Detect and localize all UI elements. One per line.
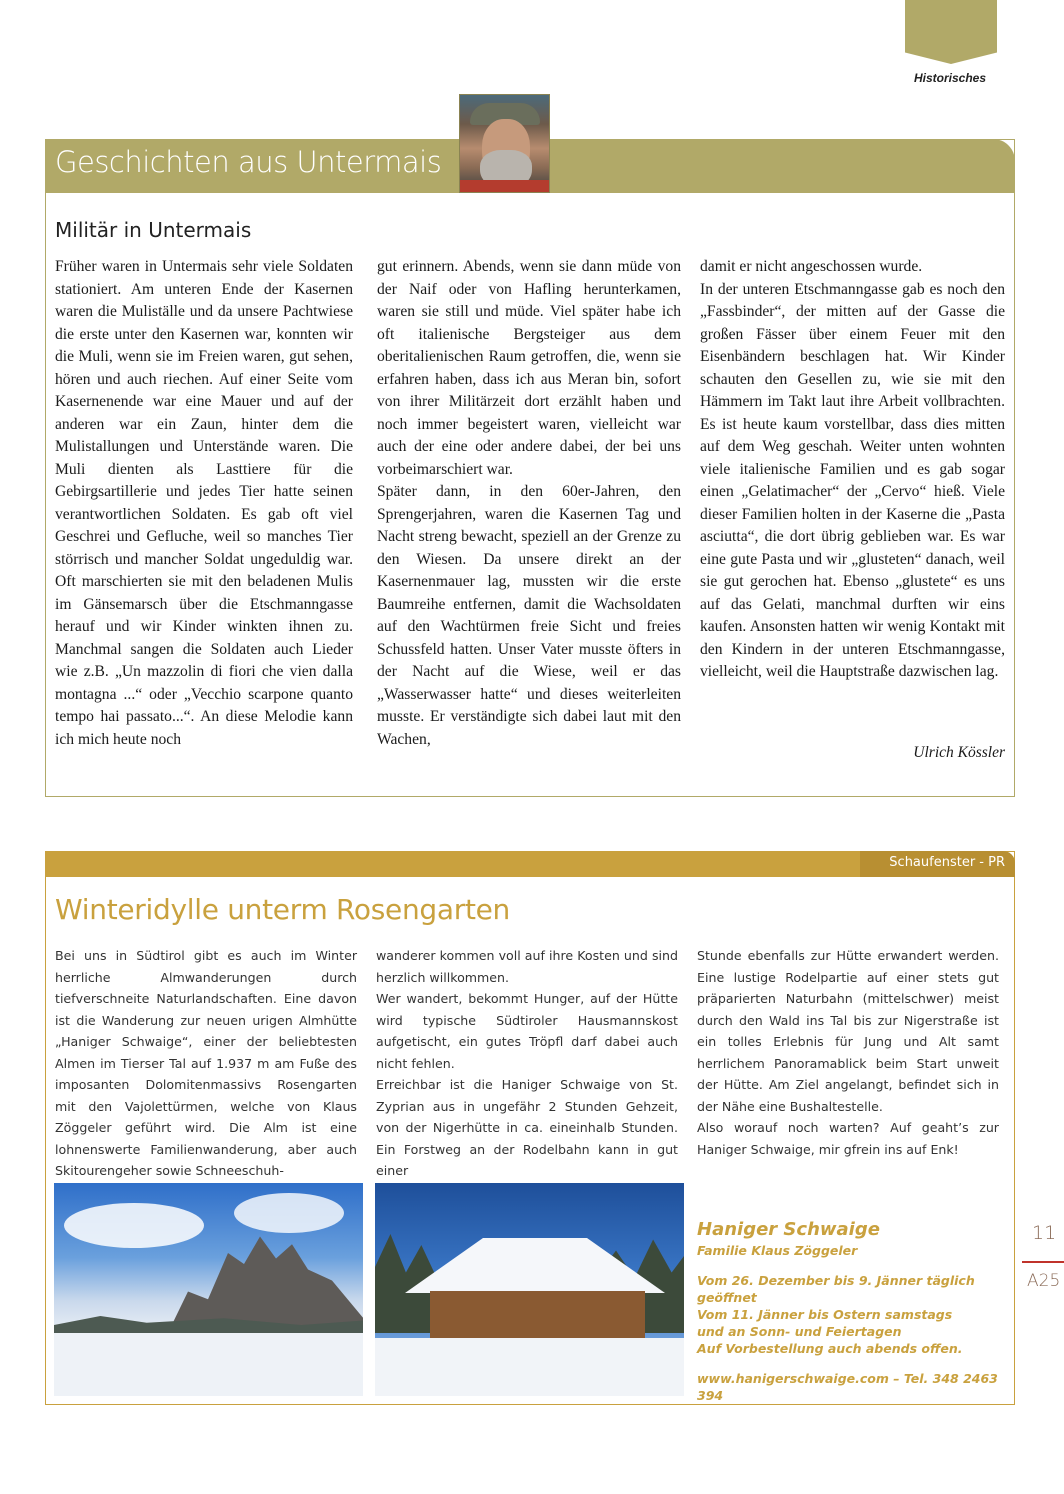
ad-title: Winteridylle unterm Rosengarten <box>55 893 510 926</box>
paragraph: gut erinnern. Abends, wenn sie dann müde von der Naif oder von Hafling herunterkamen, waren sie still und müde. Viel später habe ich oft italienische Bergsteiger aus dem oberitalienischen Raum getroffen, die, wenn sie erfahren haben, dass ich aus Meran bin, sofort von ihrer Militärzeit dort erzählt haben und noch immer begeistert waren, vielleicht war auch der eine oder andere dabei, der bei uns vorbeimarschiert war. <box>377 258 681 478</box>
author-portrait-image <box>459 94 550 193</box>
page-number: 11 <box>1032 1222 1057 1244</box>
paragraph: Erreichbar ist die Haniger Schwaige von St. Zyprian aus in ungefähr 2 Stunden Gehzeit, von der Nigerhütte in ca. eineinhalb Stunden. Ein Forstweg an der Rodelbahn kann in gut einer <box>376 1077 678 1178</box>
paragraph: Stunde ebenfalls zur Hütte erwandert werden. Eine lustige Rodelpartie auf einer stets gut präparierten Naturbahn (mittelschwer) meist durch den Wald ins Tal bis zur Nigerstraße ist ein tolles Erlebnis für Jung und Alt samt herrlichem Panoramablick beim Start unweit der Hütte. Am Ziel angelangt, befindet sich in der Nähe eine Bushaltestelle. <box>697 948 999 1114</box>
article-column-3 <box>700 256 1005 684</box>
paragraph: wanderer kommen voll auf ihre Kosten und sind herzlich willkommen. <box>376 948 678 985</box>
ad-column-3 <box>697 945 999 1160</box>
author-signature: Ulrich Kössler <box>913 744 1005 761</box>
hut-photo <box>375 1183 684 1396</box>
section-label: Historisches <box>913 71 986 85</box>
article-subtitle: Militär in Untermais <box>55 218 252 242</box>
paragraph: Wer wandert, bekommt Hunger, auf der Hütte wird typische Südtiroler Hausmannskost aufgetischt, ein gutes Tröpfl darf dabei auch nicht fehlen. <box>376 991 678 1071</box>
business-owner: Familie Klaus Zöggeler <box>697 1243 858 1258</box>
article-column-1 <box>55 256 353 751</box>
paragraph: In der unteren Etschmanngasse gab es noch den „Fassbinder“, der mitten auf der Gasse die großen Fässer über einem Feuer mit den Eisenbändern beschlagen hat. Wir Kinder schauten den Gesellen zu, wie sie mit den Hämmern im Takt laut ihre Arbeit vollbrachten. Es ist heute kaum vorstellbar, dass dies mitten auf dem Weg geschah. Weiter unten wohnten viele italienische Familien und es gab sogar einen „Gelatimacher“ der „Cervo“ hieß. Viele dieser Familien holten in der Kaserne die „Pasta asciutta“, die dort übrig geblieben war. Es war eine gute Pasta und wir „glusteten“ danach, weil sie gut gerochen hat. Ebenso „glustete“ es uns auf das Gelati, manchmal durften wir eins kaufen. Ansonsten hatten wir wenig Kontakt mit den Kindern in der unteren Etschmanngasse, vielleicht, weil die Hauptstraße dazwischen lag. <box>700 280 1005 680</box>
dolomites-photo <box>54 1183 363 1396</box>
opening-hours-line: Auf Vorbestellung auch abends offen. <box>697 1341 963 1356</box>
page-code: A25 <box>1027 1271 1061 1291</box>
opening-hours-line: Vom 11. Jänner bis Ostern samstags <box>697 1307 953 1322</box>
opening-hours-line: und an Sonn- und Feiertagen <box>697 1324 902 1339</box>
article-title: Geschichten aus Untermais <box>55 145 442 179</box>
paragraph: Später dann, in den 60er-Jahren, den Sprengerjahren, waren die Kasernen Tag und Nacht streng bewacht, speziell an der Grenze zu den Wiesen. Da unsere direkt an der Kasernenmauer lag, mussten wir die erste Baumreihe entfernen, damit die Wachsoldaten auf den Wachtürmen freie Sicht und freies Schussfeld hatten. Unser Vater musste öfters in der Nacht auf die Wiese, weil er das „Wasserwasser hatte“ und dieses weiterleiten musste. Er verständigte sich dabei laut mit den Wachen, <box>377 483 681 748</box>
pr-tag: Schaufenster - PR <box>889 855 1005 870</box>
ad-column-2 <box>376 945 678 1182</box>
page-divider <box>1022 1261 1064 1263</box>
paragraph: Bei uns in Südtirol gibt es auch im Winter herrliche Almwanderungen durch tiefverschneite Naturlandschaften. Eine davon ist die Wanderung zur neuen urigen Almhütte „Haniger Schwaige“, einer der beliebtesten Almen im Tierser Tal auf 1.937 m am Fuße des imposanten Dolomitenmassivs Rosengarten mit den Vajolettürmen, welche von Klaus Zöggeler geführt wird. Die Alm ist eine lohnenswerte Familienwanderung, aber auch Skitourengeher sowie Schneeschuh- <box>55 948 357 1178</box>
opening-hours-line: Vom 26. Dezember bis 9. Jänner täglich <box>697 1273 975 1288</box>
paragraph: damit er nicht angeschossen wurde. <box>700 258 923 275</box>
business-name: Haniger Schwaige <box>697 1219 880 1240</box>
opening-hours-line: geöffnet <box>697 1290 757 1305</box>
section-tab-marker <box>905 0 997 64</box>
paragraph: Also worauf noch warten? Auf geaht’s zur Haniger Schwaige, mir gfrein ins auf Enk! <box>697 1120 999 1157</box>
paragraph: Früher waren in Untermais sehr viele Soldaten stationiert. Am unteren Ende der Kasernen waren die Muliställe und da unsere Pachtwiese die erste unter den Kasernen war, konnten wir die Muli, wenn sie im Freien waren, gut sehen, hören und auch riechen. Auf einer Seite vom Kasernenende war eine Mauer und auf der anderen war ein Zaun, hinter dem die Mulistallungen und Unterstände waren. Die Muli dienten als Lasttiere für die Gebirgsartillerie und jedes Tier hatte seinen verantwortlichen Soldaten. Es gab oft viel Geschrei und Gefluche, weil so manches Tier störrisch und mancher Soldat ungeduldig war. Oft marschierten sie mit den beladenen Mulis im Gänsemarsch über die Etschmanngasse herauf und wir Kinder winkten ihnen zu. Manchmal sangen die Soldaten auch Lieder wie z.B. „Un mazzolin di fiori che vien dalla montagna ...“ oder „Vecchio scarpone quanto tempo hai passato...“. An diese Melodie kann ich mich heute noch <box>55 258 353 748</box>
ad-column-1 <box>55 945 357 1182</box>
ad-contact-info <box>697 1218 1007 1404</box>
article-column-2 <box>377 256 681 751</box>
website-phone: www.hanigerschwaige.com – Tel. 348 2463 394 <box>697 1371 998 1403</box>
